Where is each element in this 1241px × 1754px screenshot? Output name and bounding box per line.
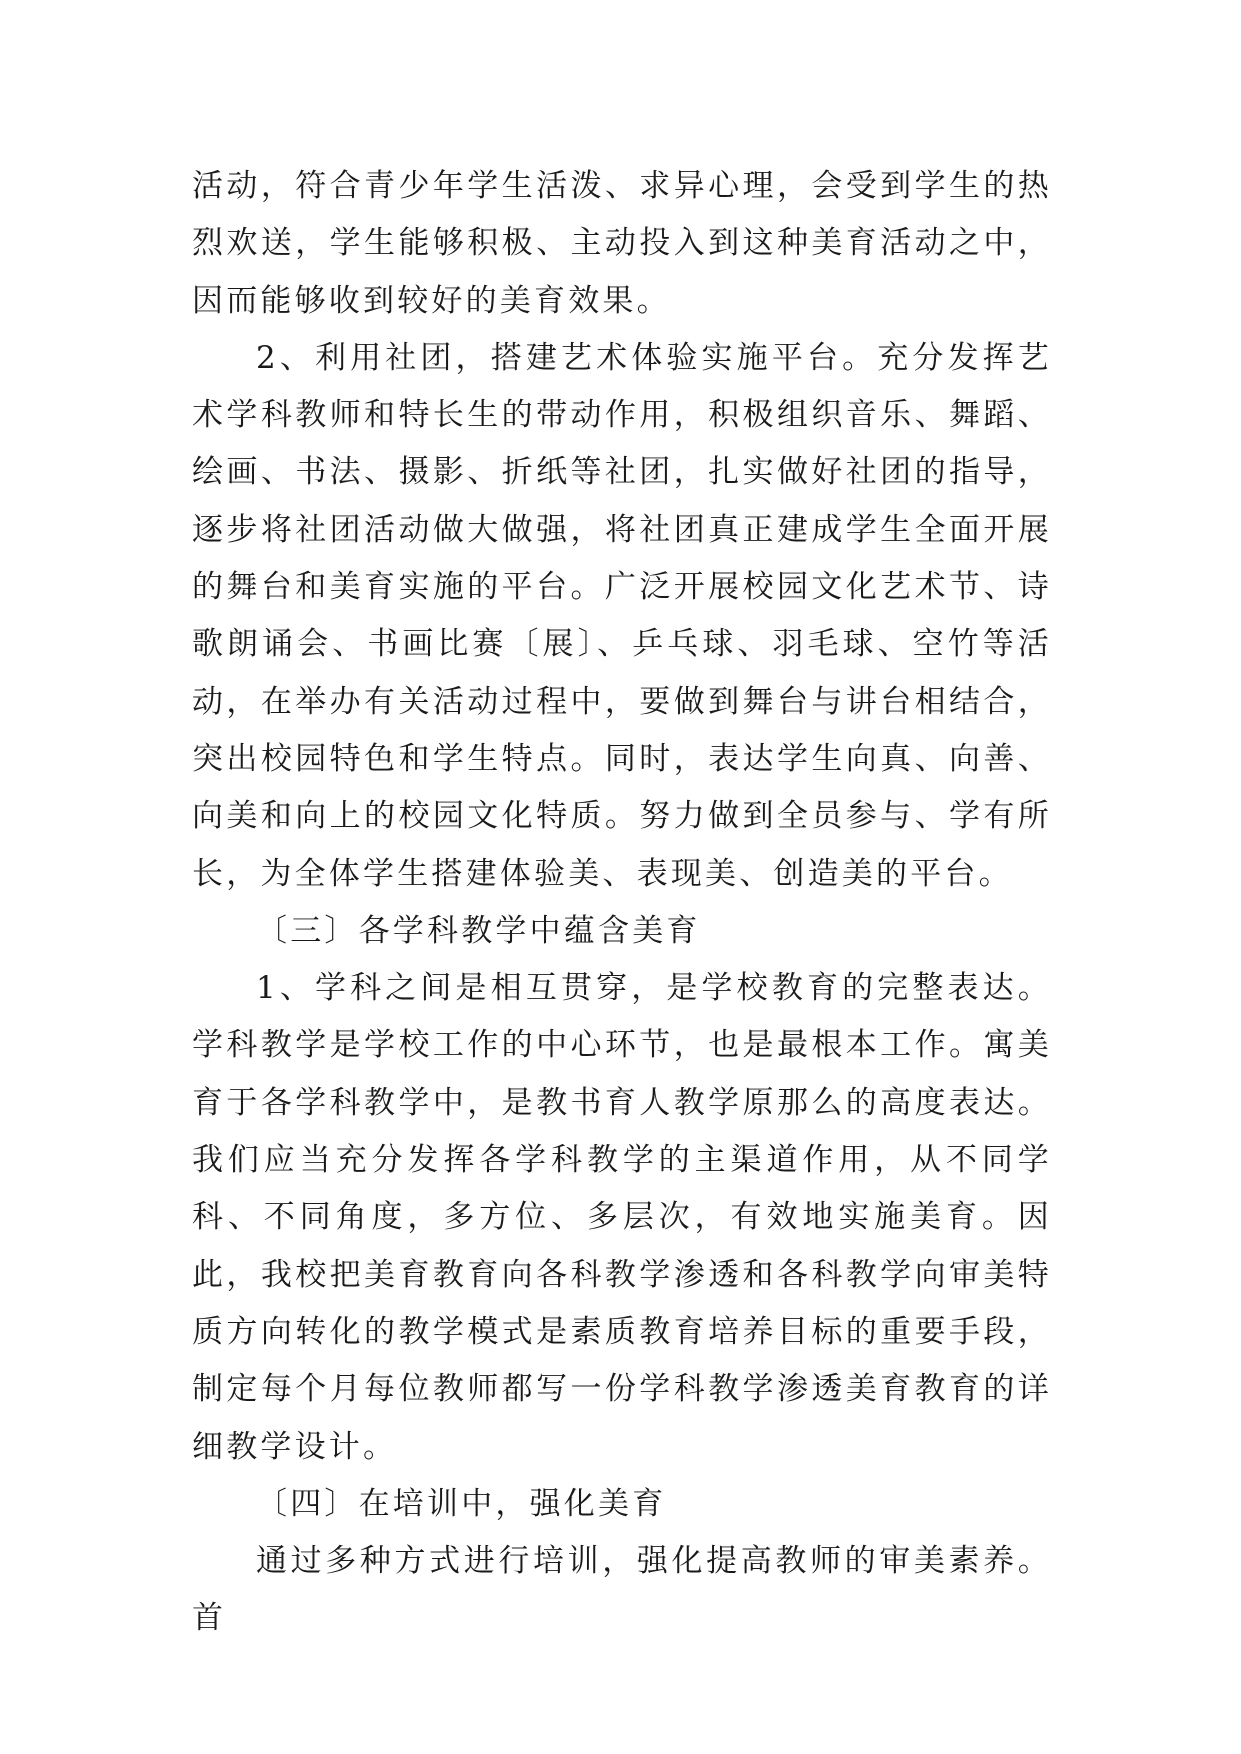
paragraph-club-platform: 2、利用社团，搭建艺术体验实施平台。充分发挥艺术学科教师和特长生的带动作用，积极组织音乐、舞蹈、绘画、书法、摄影、折纸等社团，扎实做好社团的指导，逐步将社团活动做大做强，将社团真正建成学生全面开展的舞台和美育实施的平台。广泛开展校园文化艺术节、诗歌朗诵会、书画比赛〔展〕、乒乓球、羽毛球、空竹等活动，在举办有关活动过程中，要做到舞台与讲台相结合，突出校园特色和学生特点。同时，表达学生向真、向善、向美和向上的校园文化特质。努力做到全员参与、学有所长，为全体学生搭建体验美、表现美、创造美的平台。: [192, 339, 1052, 892]
section-heading-4: 〔四〕在培训中，强化美育: [256, 1485, 667, 1522]
paragraph-subject-teaching: 1、学科之间是相互贯穿，是学校教育的完整表达。学科教学是学校工作的中心环节，也是最根本工作。寓美育于各学科教学中，是教书育人教学原那么的高度表达。我们应当充分发挥各学科教学的主渠道作用，从不同学科、不同角度，多方位、多层次，有效地实施美育。因此，我校把美育教育向各科教学渗透和各科教学向审美特质方向转化的教学模式是素质教育培养目标的重要手段，制定每个月每位教师都写一份学科教学渗透美育教育的详细教学设计。: [192, 970, 1052, 1465]
document-body: [192, 158, 1052, 1648]
section-heading-3: 〔三〕各学科教学中蕴含美育: [256, 912, 701, 949]
paragraph-training: 通过多种方式进行培训，强化提高教师的审美素养。首: [192, 1543, 1052, 1637]
paragraph-continuation: 活动，符合青少年学生活泼、求异心理，会受到学生的热烈欢送，学生能够积极、主动投入到这种美育活动之中，因而能够收到较好的美育效果。: [192, 168, 1052, 319]
